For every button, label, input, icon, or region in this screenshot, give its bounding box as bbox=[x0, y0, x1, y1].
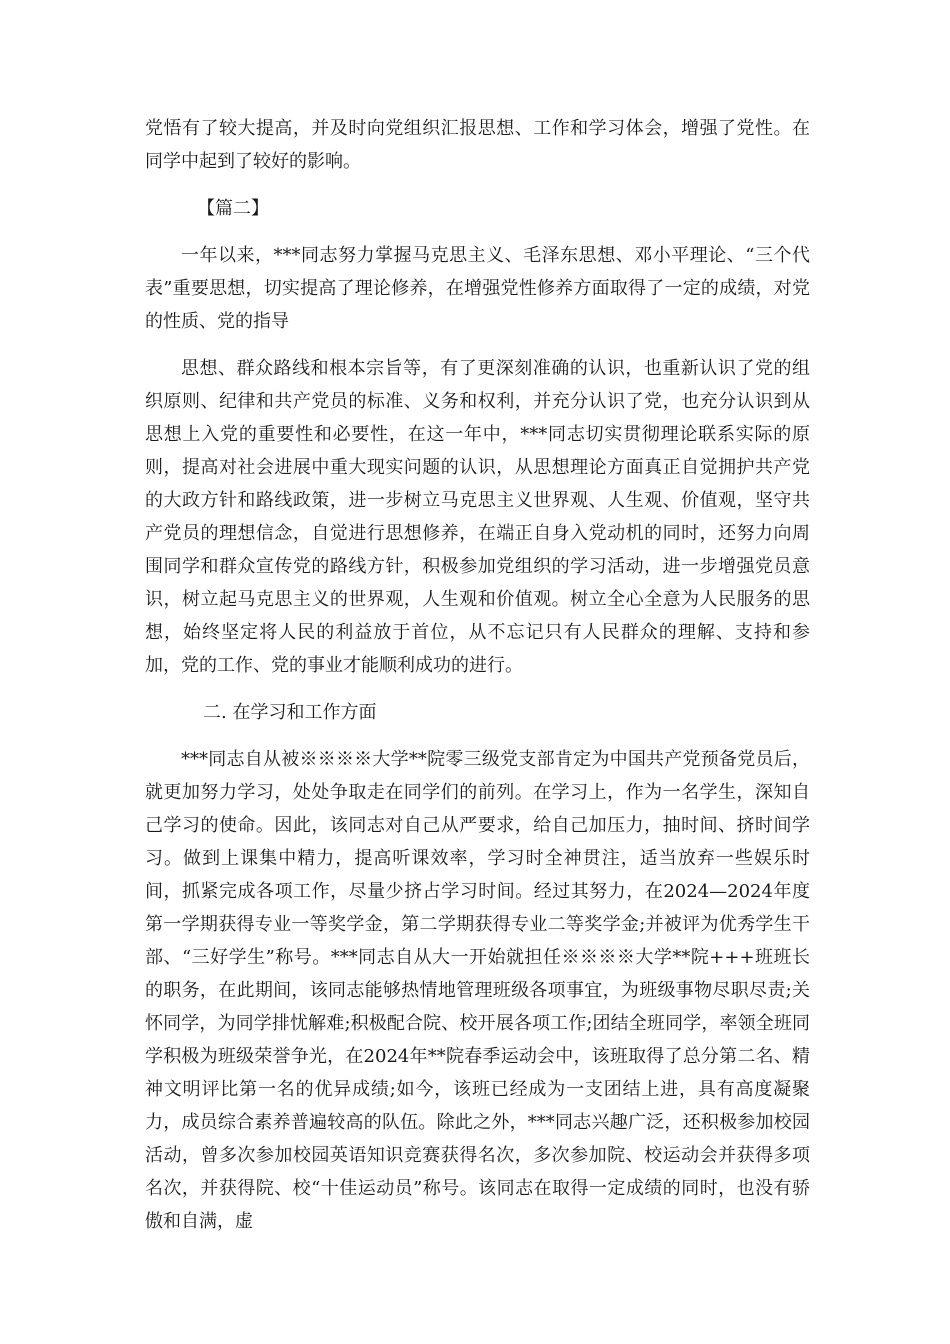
section-heading: 【篇二】 bbox=[197, 198, 269, 219]
paragraph-ideology: 思想、群众路线和根本宗旨等，有了更深刻准确的认识，也重新认识了党的组织原则、纪律和共产党员的标准、义务和权利，并充分认识了党，也充分认识到从思想上入党的重要性和必要性，在这一年中，***同志切实贯彻理论联系实际的原则，提高对社会进展中重大现实问题的认识，从思想理论方面真正自觉拥护共产党的大政方针和路线政策，进一步树立马克思主义世界观、人生观、价值观，坚守共产党员的理想信念，自觉进行思想修养，在端正自身入党动机的同时，还努力向周围同学和群众宣传党的路线方针，积极参加党组织的学习活动，进一步增强党员意识，树立起马克思主义的世界观，人生观和价值观。树立全心全意为人民服务的思想，始终坚定将人民的利益放于首位，从不忘记只有人民群众的理解、支持和参加，党的工作、党的事业才能顺利成功的进行。 bbox=[145, 358, 810, 676]
paragraph-intro: 一年以来，***同志努力掌握马克思主义、毛泽东思想、邓小平理论、“三个代表”重要思想，切实提高了理论修养，在增强党性修养方面取得了一定的成绩，对党的性质、党的指导 bbox=[145, 245, 810, 332]
document-page bbox=[145, 112, 810, 1252]
subheading-study-work: 二. 在学习和工作方面 bbox=[203, 702, 377, 723]
paragraph-continued: 党悟有了较大提高，并及时向党组织汇报思想、工作和学习体会，增强了党性。在同学中起到了较好的影响。 bbox=[145, 118, 810, 172]
paragraph-study-work: ***同志自从被※※※※大学**院零三级党支部肯定为中国共产党预备党员后，就更加努力学习，处处争取走在同学们的前列。在学习上，作为一名学生，深知自己学习的使命。因此，该同志对自己从严要求，给自己加压力，抽时间、挤时间学习。做到上课集中精力，提高听课效率，学习时全神贯注，适当放弃一些娱乐时间，抓紧完成各项工作，尽量少挤占学习时间。经过其努力，在2024—2024年度第一学期获得专业一等奖学金，第二学期获得专业二等奖学金;并被评为优秀学生干部、“三好学生”称号。***同志自从大一开始就担任※※※※大学**院+++班班长的职务，在此期间，该同志能够热情地管理班级各项事宜，为班级事物尽职尽责;关怀同学，为同学排忧解难;积极配合院、校开展各项工作;团结全班同学，率领全班同学积极为班级荣誉争光，在2024年**院春季运动会中，该班取得了总分第二名、精神文明评比第一名的优异成绩;如今，该班已经成为一支团结上进，具有高度凝聚力，成员综合素养普遍较高的队伍。除此之外，***同志兴趣广泛，还积极参加校园活动，曾多次参加校园英语知识竞赛获得名次，多次参加院、校运动会并获得多项名次，并获得院、校“十佳运动员”称号。该同志在取得一定成绩的同时，也没有骄傲和自满，虚 bbox=[145, 749, 810, 1232]
